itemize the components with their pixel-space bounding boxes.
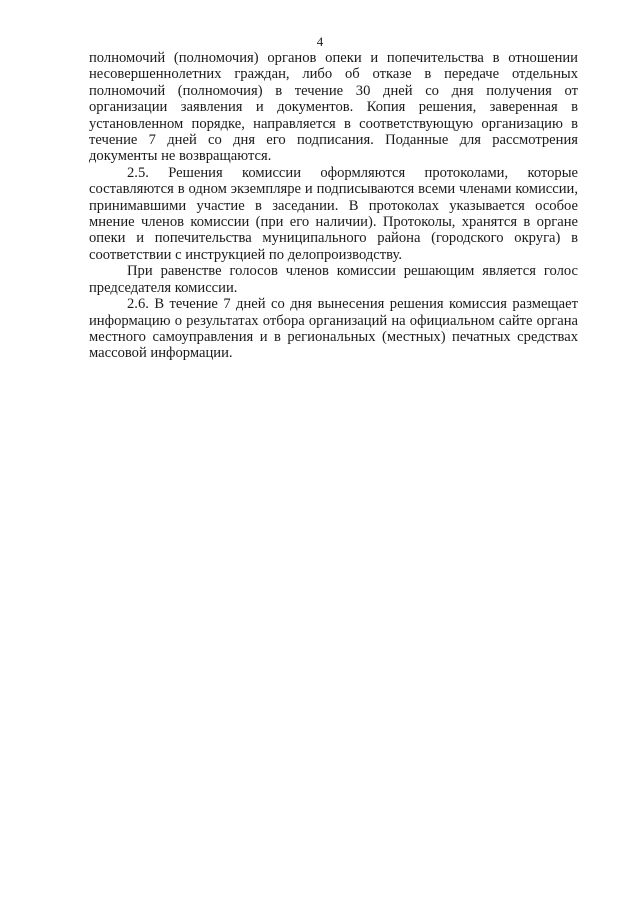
paragraph-tie-vote: При равенстве голосов членов комиссии решающим является голос председателя комиссии. bbox=[89, 263, 578, 296]
document-body bbox=[89, 50, 578, 362]
paragraph-continuation: полномочий (полномочия) органов опеки и попечительства в отношении несовершеннолетних граждан, либо об отказе в передаче отдельных полномочий (полномочия) в течение 30 дней со дня получения от организации заявления и документов. Копия решения, заверенная в установленном порядке, направляется в соответствующую организацию в течение 7 дней со дня его подписания. Поданные для рассмотрения документы не возвращаются. bbox=[89, 50, 578, 165]
paragraph-2-6: 2.6. В течение 7 дней со дня вынесения решения комиссия размещает информацию о результатах отбора организаций на официальном сайте органа местного самоуправления и в региональных (местных) печатных средствах массовой информации. bbox=[89, 296, 578, 362]
paragraph-2-5: 2.5. Решения комиссии оформляются протоколами, которые составляются в одном экземпляре и подписываются всеми членами комиссии, принимавшими участие в заседании. В протоколах указывается особое мнение членов комиссии (при его наличии). Протоколы, хранятся в органе опеки и попечительства муниципального района (городского округа) в соответствии с инструкцией по делопроизводству. bbox=[89, 164, 578, 263]
page-number: 4 bbox=[316, 34, 324, 49]
